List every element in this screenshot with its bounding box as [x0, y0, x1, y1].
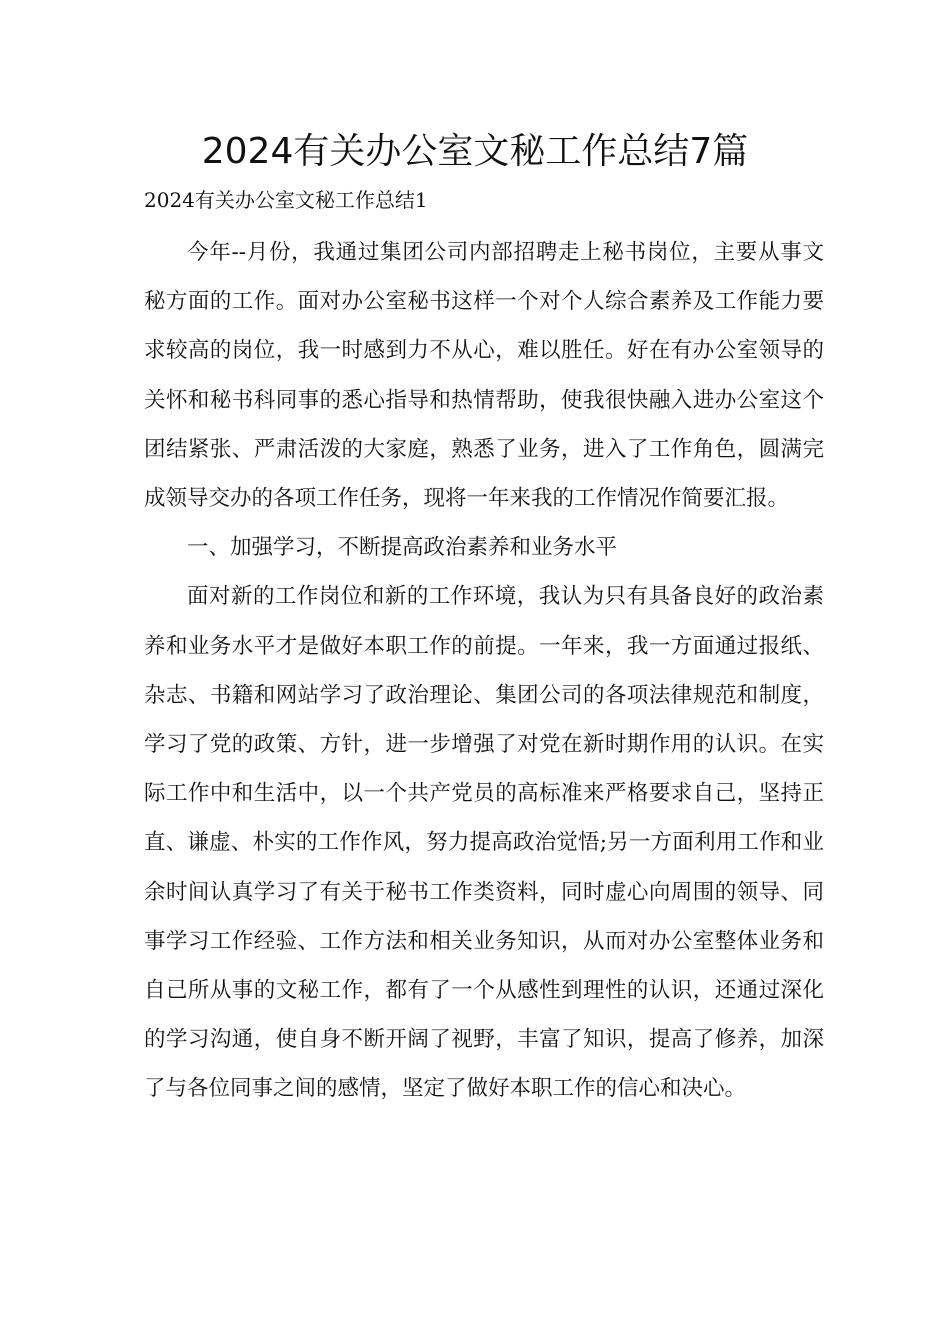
document-body — [144, 228, 824, 1114]
section-heading: 2024有关办公室文秘工作总结1 — [144, 188, 428, 212]
paragraph-intro: 今年--月份，我通过集团公司内部招聘走上秘书岗位，主要从事文秘方面的工作。面对办公室秘书这样一个对个人综合素养及工作能力要求较高的岗位，我一时感到力不从心，难以胜任。好在有办公室领导的关怀和秘书科同事的悉心指导和热情帮助，使我很快融入进办公室这个团结紧张、严肃活泼的大家庭，熟悉了业务，进入了工作角色，圆满完成领导交办的各项工作任务，现将一年来我的工作情况作简要汇报。 — [144, 240, 824, 512]
paragraph-heading-one: 一、加强学习，不断提高政治素养和业务水平 — [187, 535, 618, 561]
paragraph-study: 面对新的工作岗位和新的工作环境，我认为只有具备良好的政治素养和业务水平才是做好本职工作的前提。一年来，我一方面通过报纸、杂志、书籍和网站学习了政治理论、集团公司的各项法律规范和制度，学习了党的政策、方针，进一步增强了对党在新时期作用的认识。在实际工作中和生活中，以一个共产党员的高标准来严格要求自己，坚持正直、谦虚、朴实的工作作风，努力提高政治觉悟;另一方面利用工作和业余时间认真学习了有关于秘书工作类资料，同时虚心向周围的领导、同事学习工作经验、工作方法和相关业务知识，从而对办公室整体业务和自己所从事的文秘工作，都有了一个从感性到理性的认识，还通过深化的学习沟通，使自身不断开阔了视野，丰富了知识，提高了修养，加深了与各位同事之间的感情，坚定了做好本职工作的信心和决心。 — [144, 584, 824, 1102]
document-title: 2024有关办公室文秘工作总结7篇 — [201, 131, 749, 172]
